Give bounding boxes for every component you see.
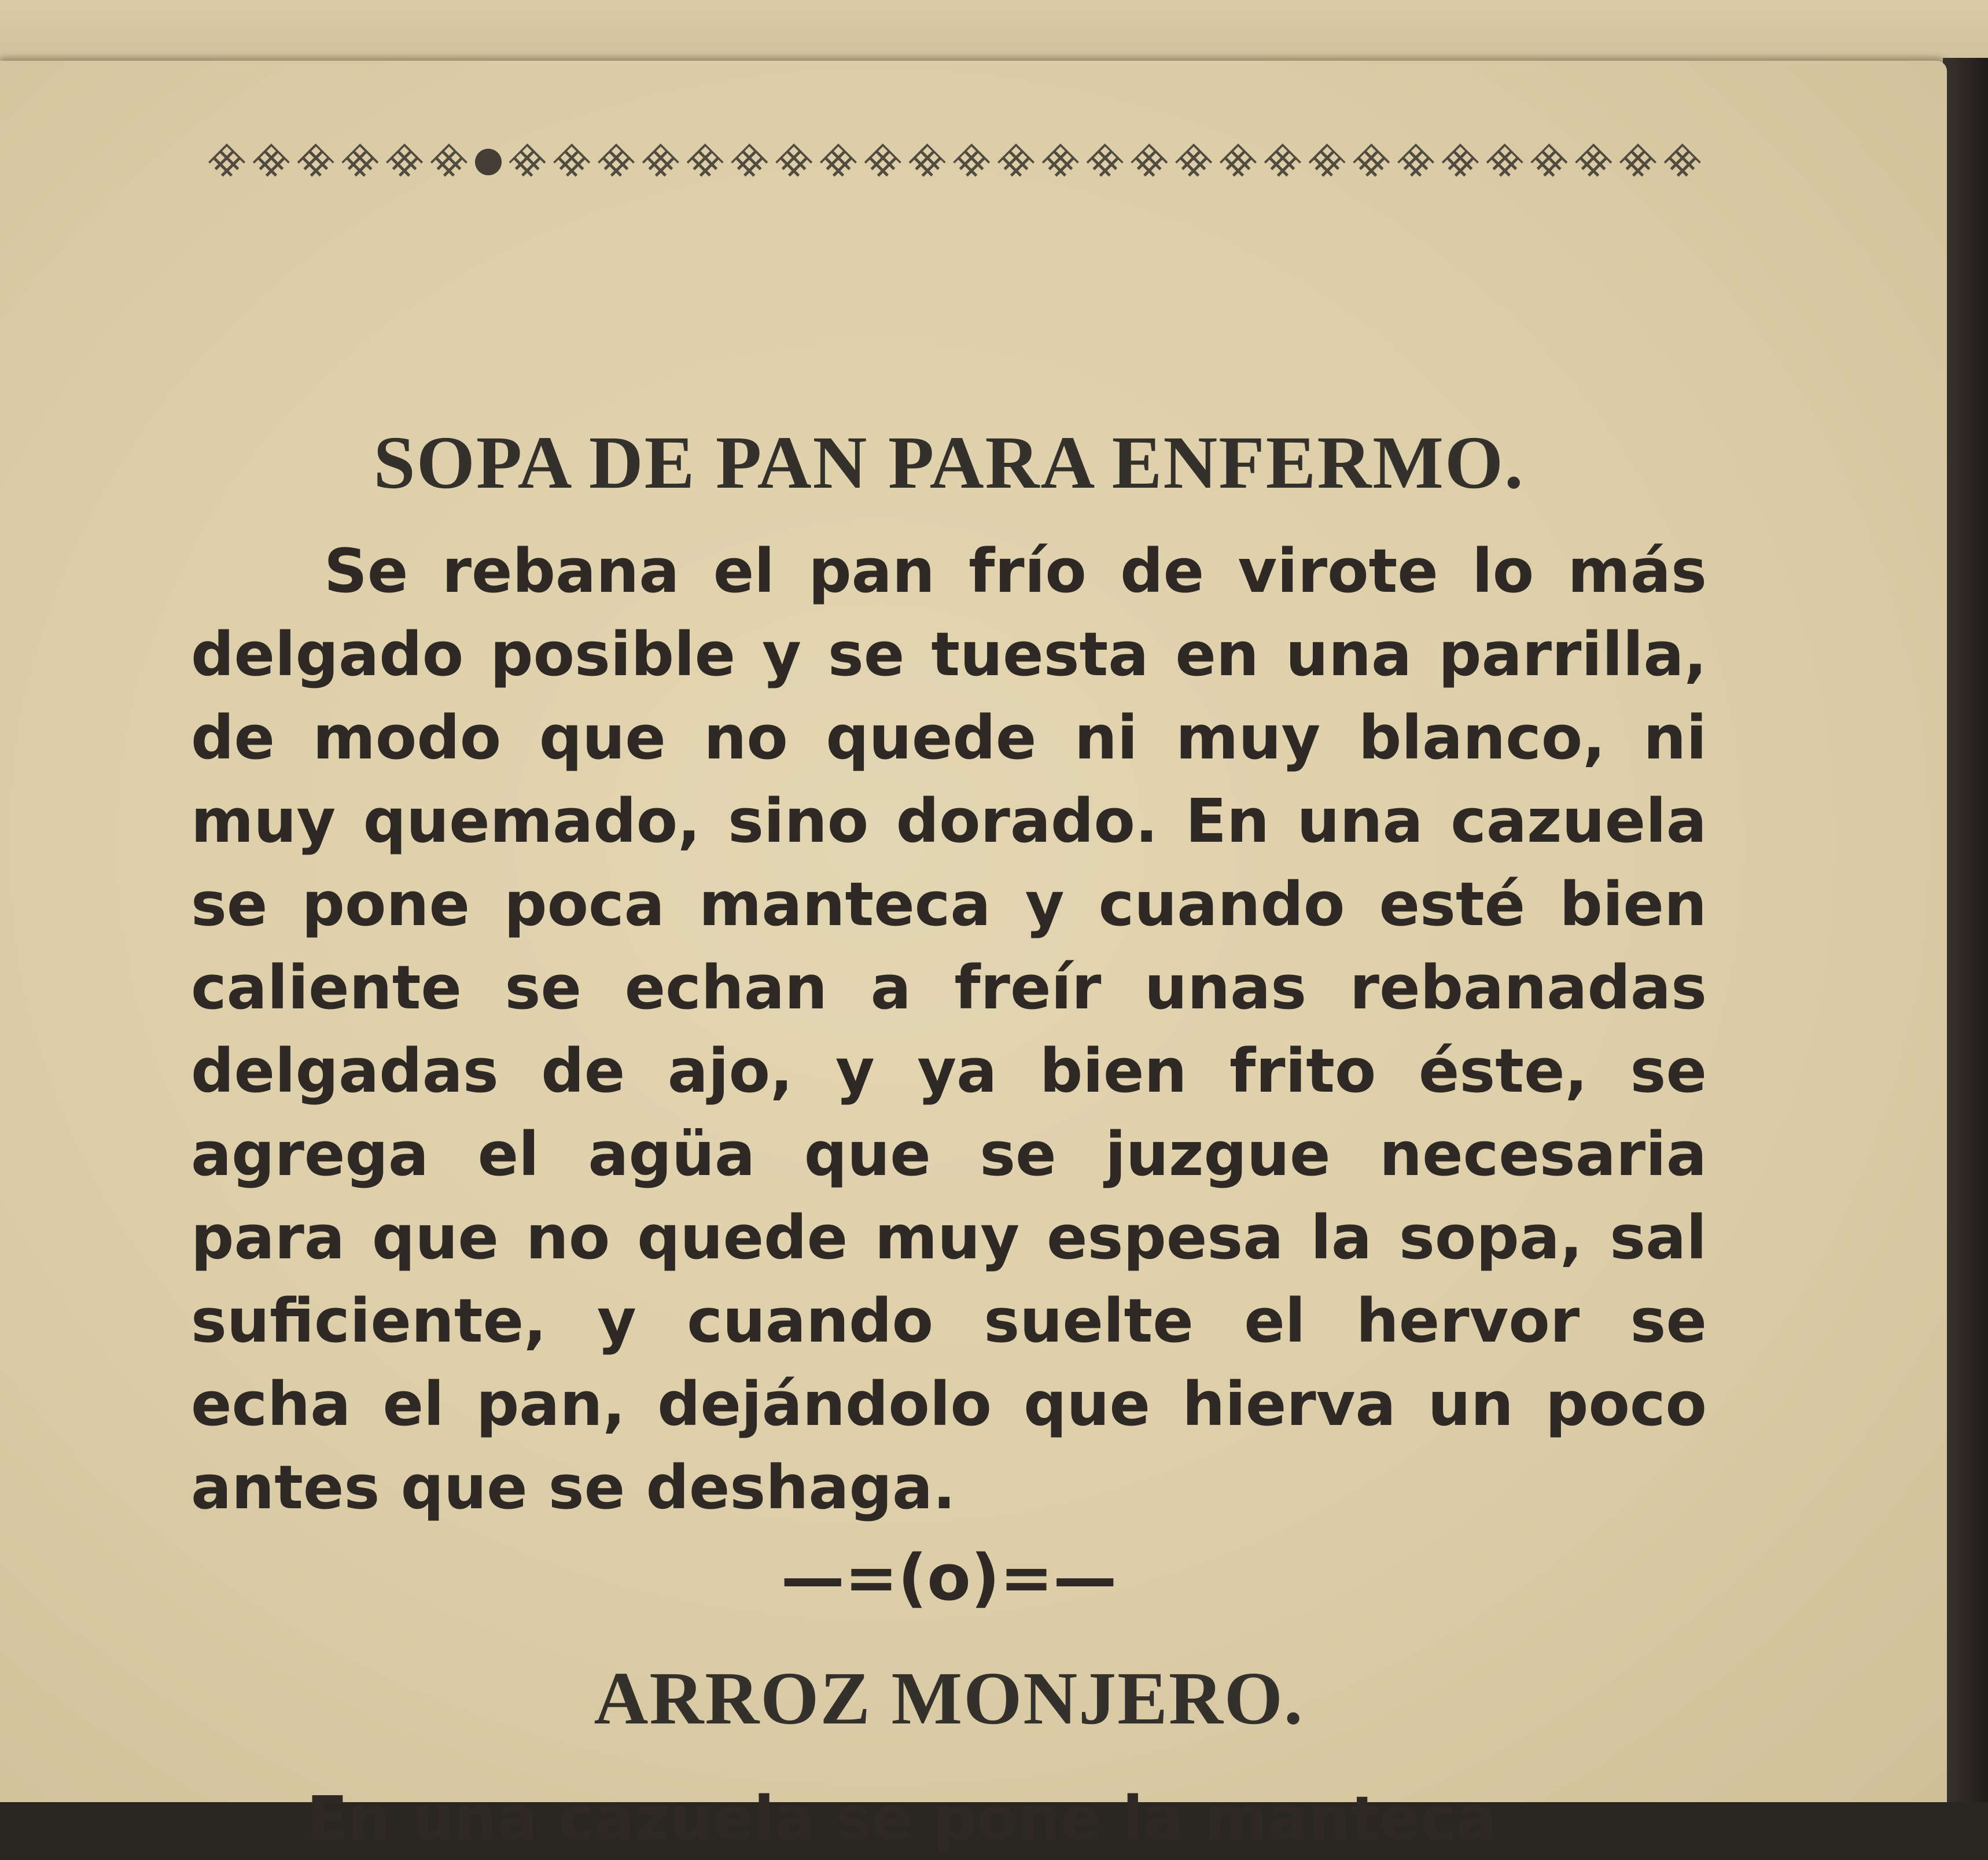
book-page	[0, 61, 1947, 1854]
section-separator: —=(o)=—	[781, 1541, 1117, 1615]
page-text	[191, 419, 1707, 1860]
back-page	[0, 0, 1988, 69]
recipe-body-arroz-partial: En una cazuela se pone la manteca	[307, 1783, 1497, 1854]
page-edge-shadow	[1943, 58, 1988, 1802]
recipe-body-sopa: Se rebana el pan frío de virote lo más delgado posible y se tuesta en una parrilla, de modo que no quede ni muy blanco, ni muy quemado, sino dorado. En una cazuela se pone poca manteca y cuando esté bien caliente se echan a freír unas rebanadas delgadas de ajo, y ya bien frito éste, se agrega el agüa que se juzgue necesaria para que no quede muy espesa la sopa, sal suficiente, y cuando suelte el hervor se echa el pan, dejándolo que hierva un poco antes que se deshaga.	[191, 536, 1707, 1523]
recipe-title-arroz: ARROZ MONJERO.	[594, 1657, 1304, 1740]
recipe-title-sopa: SOPA DE PAN PARA ENFERMO.	[373, 421, 1525, 504]
decorative-border-ornament	[208, 139, 1701, 185]
